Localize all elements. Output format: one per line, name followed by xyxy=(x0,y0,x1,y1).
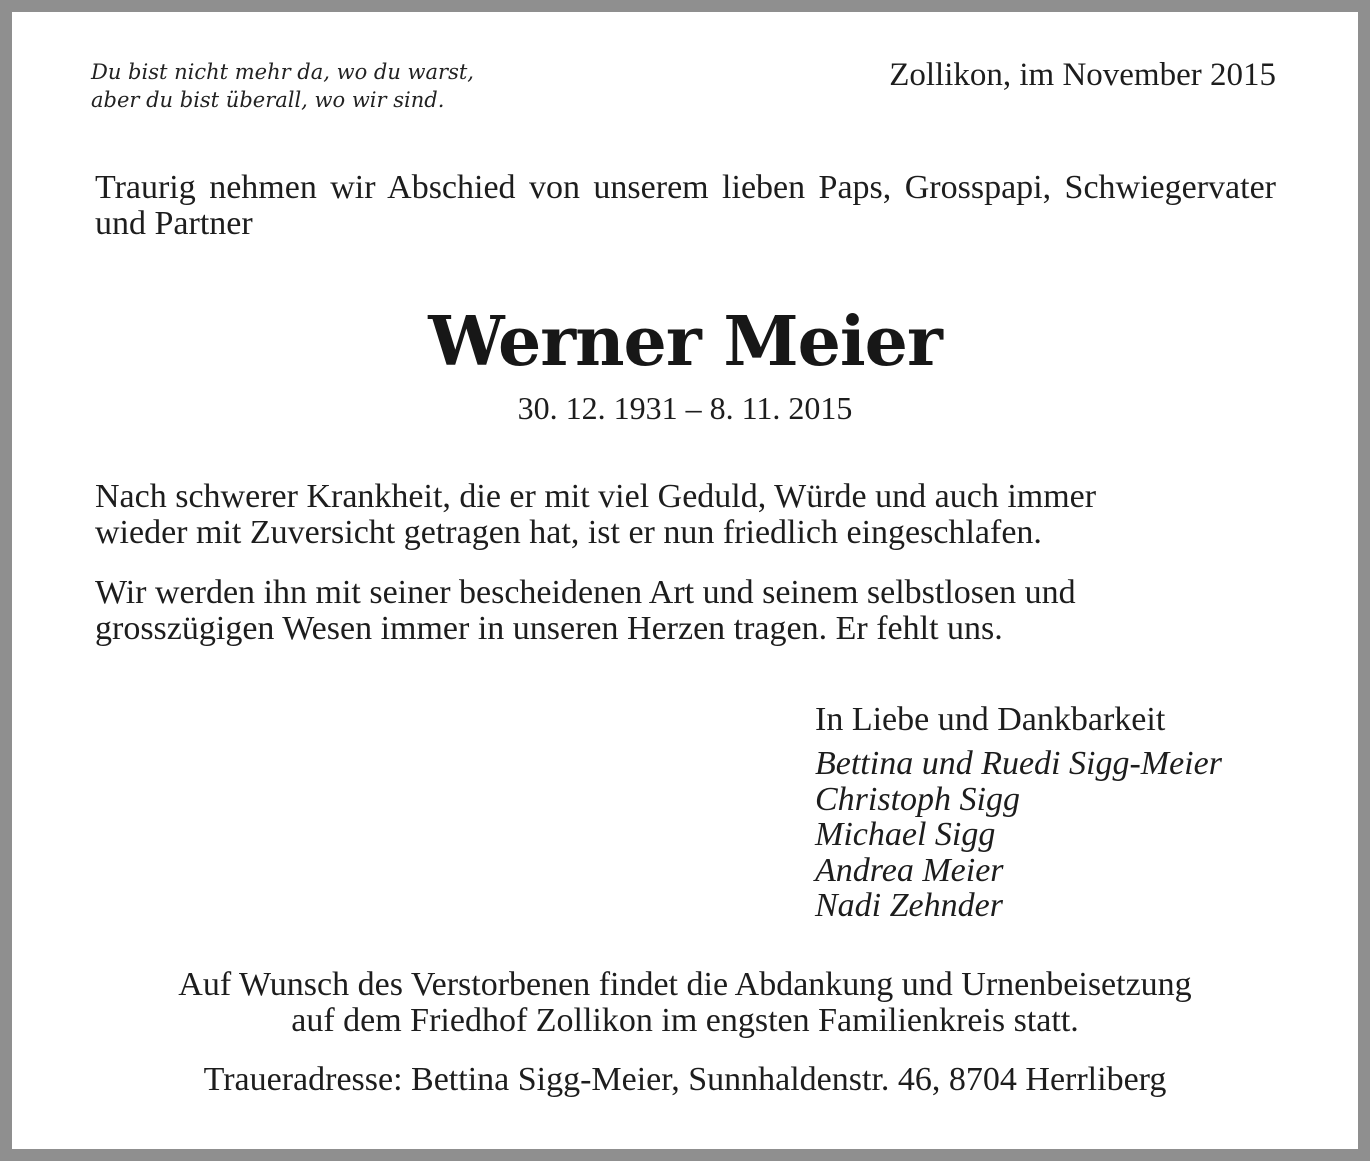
funeral-line: Auf Wunsch des Verstorbenen findet die Abdankung und Urnenbeisetzung xyxy=(178,966,1192,1003)
intro-text: Traurig nehmen wir Abschied von unserem lieben Paps, Grosspapi, Schwiegervater und Partner xyxy=(95,169,1276,242)
mourner-name: Andrea Meier xyxy=(815,851,1004,889)
mourning-address: Traueradresse: Bettina Sigg-Meier, Sunnhaldenstr. 46, 8704 Herrliberg xyxy=(203,1061,1167,1098)
deceased-name: Werner Meier xyxy=(428,302,942,382)
mourner-name: Christoph Sigg xyxy=(815,780,1020,818)
funeral-notice xyxy=(12,967,1358,1039)
funeral-line: auf dem Friedhof Zollikon im engsten Familienkreis statt. xyxy=(291,1002,1079,1039)
mourner-name: Nadi Zehnder xyxy=(815,887,1003,924)
place-date: Zollikon, im November 2015 xyxy=(889,57,1276,93)
paragraph-line: Wir werden ihn mit seiner bescheidenen Art und seinem selbstlosen und xyxy=(95,574,1076,611)
mourner-name: Michael Sigg xyxy=(815,816,996,853)
life-dates: 30. 12. 1931 – 8. 11. 2015 xyxy=(517,390,853,426)
closing-phrase: In Liebe und Dankbarkeit xyxy=(815,701,1166,738)
illness-paragraph xyxy=(95,479,1276,551)
mourners-list xyxy=(815,746,1295,924)
memory-paragraph xyxy=(95,575,1276,647)
paragraph-line: wieder mit Zuversicht getragen hat, ist er nun friedlich eingeschlafen. xyxy=(95,514,1042,551)
motto-line: aber du bist überall, wo wir sind. xyxy=(91,88,445,112)
obituary-notice xyxy=(12,12,1358,1149)
mourner-name: Bettina und Ruedi Sigg-Meier xyxy=(815,745,1222,782)
motto-quote xyxy=(91,58,611,114)
paragraph-line: Nach schwerer Krankheit, die er mit viel Geduld, Würde und auch immer xyxy=(95,478,1097,515)
motto-line: Du bist nicht mehr da, wo du warst, xyxy=(91,60,474,84)
paragraph-line: grosszügigen Wesen immer in unseren Herzen tragen. Er fehlt uns. xyxy=(95,610,1003,647)
